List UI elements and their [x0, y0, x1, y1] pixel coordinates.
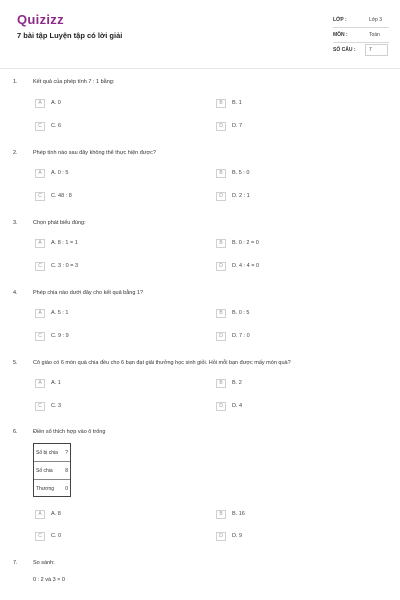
option-text: A. 0 : 5: [51, 170, 69, 176]
question-number: 3.: [13, 220, 18, 226]
option-text: C. 0: [51, 533, 62, 539]
option-letter: B: [216, 510, 226, 519]
option-text: C. 48 : 8: [51, 193, 72, 199]
option-letter: B: [216, 99, 226, 108]
option-letter: C: [35, 532, 45, 541]
option-text: D. 4: [232, 403, 243, 409]
option-letter: B: [216, 169, 226, 178]
table-row: [34, 444, 70, 462]
option-text: C. 3: [51, 403, 62, 409]
question-number: 1.: [13, 79, 18, 85]
option-text: A. 5 : 1: [51, 310, 69, 316]
question-text: Kết quả của phép tính 7 : 1 bằng:: [33, 79, 115, 85]
option-text: D. 2 : 1: [232, 193, 250, 199]
option-text: C. 3 : 0 = 3: [51, 263, 79, 269]
option-letter: D: [216, 262, 226, 271]
question-text: Chọn phát biểu đúng:: [33, 220, 86, 226]
option-letter: D: [216, 122, 226, 131]
meta-subject-value: Toán: [369, 32, 380, 38]
question-number: 7.: [13, 560, 18, 566]
option-letter: C: [35, 122, 45, 131]
option-letter: D: [216, 192, 226, 201]
question-number: 2.: [13, 150, 18, 156]
option-letter: A: [35, 239, 45, 248]
table-label: Số chia: [36, 468, 53, 474]
option-letter: B: [216, 379, 226, 388]
meta-subject-label: MÔN :: [333, 32, 348, 38]
table-label: Số bị chia: [36, 450, 58, 456]
question-number: 6.: [13, 429, 18, 435]
option-letter: D: [216, 532, 226, 541]
option-letter: C: [35, 402, 45, 411]
option-letter: A: [35, 510, 45, 519]
meta-divider: [333, 27, 389, 28]
option-text: B. 0 : 5: [232, 310, 250, 316]
option-text: D. 4 : 4 = 0: [232, 263, 260, 269]
option-letter: D: [216, 402, 226, 411]
table-label: Thương: [36, 486, 55, 492]
option-letter: A: [35, 379, 45, 388]
option-text: C. 9 : 9: [51, 333, 69, 339]
meta-count-value: 7: [369, 47, 372, 53]
option-text: C. 6: [51, 123, 62, 129]
option-letter: C: [35, 262, 45, 271]
question-text: So sánh:: [33, 560, 55, 566]
option-text: D. 7 : 0: [232, 333, 250, 339]
option-letter: B: [216, 309, 226, 318]
table-value: 0: [65, 486, 68, 492]
option-text: A. 0: [51, 100, 61, 106]
meta-divider: [333, 42, 389, 43]
option-text: A. 8 : 1 = 1: [51, 240, 78, 246]
worksheet-header: [0, 0, 400, 68]
header-divider: [0, 68, 400, 69]
option-text: B. 5 : 0: [232, 170, 250, 176]
option-text: D. 7: [232, 123, 243, 129]
option-letter: A: [35, 309, 45, 318]
option-letter: B: [216, 239, 226, 248]
option-text: A. 1: [51, 380, 61, 386]
question-text: Phép chia nào dưới đây cho kết quả bằng 1?: [33, 290, 144, 296]
option-text: D. 9: [232, 533, 243, 539]
table-row: [34, 462, 70, 480]
table-value: 8: [65, 468, 68, 474]
option-text: B. 0 : 2 = 0: [232, 240, 259, 246]
option-text: A. 8: [51, 511, 61, 517]
meta-count-label: SỐ CÂU :: [333, 47, 356, 53]
option-letter: C: [35, 332, 45, 341]
question-text: Cô giáo có 6 món quà chia đều cho 6 bạn đạt giải thưởng học sinh giỏi. Hỏi mỗi bạn được mấy món quà?: [33, 360, 291, 366]
question-number: 5.: [13, 360, 18, 366]
option-letter: D: [216, 332, 226, 341]
table-value: ?: [65, 450, 68, 456]
question-text: Phép tính nào sau đây không thể thực hiện được?: [33, 150, 156, 156]
worksheet-title: 7 bài tập Luyện tập có lời giải: [17, 31, 123, 40]
meta-class-label: LỚP :: [333, 17, 347, 23]
option-letter: C: [35, 192, 45, 201]
table-row: [34, 480, 70, 498]
option-text: B. 1: [232, 100, 242, 106]
option-text: B. 2: [232, 380, 242, 386]
option-text: B. 16: [232, 511, 245, 517]
quizizz-logo: Quizizz: [17, 12, 64, 27]
question-subtext: 0 : 2 và 3 × 0: [33, 577, 65, 583]
option-letter: A: [35, 169, 45, 178]
division-table: [33, 443, 71, 497]
question-text: Điền số thích hợp vào ô trống: [33, 429, 106, 435]
question-number: 4.: [13, 290, 18, 296]
option-letter: A: [35, 99, 45, 108]
meta-class-value: Lớp 3: [369, 17, 383, 23]
